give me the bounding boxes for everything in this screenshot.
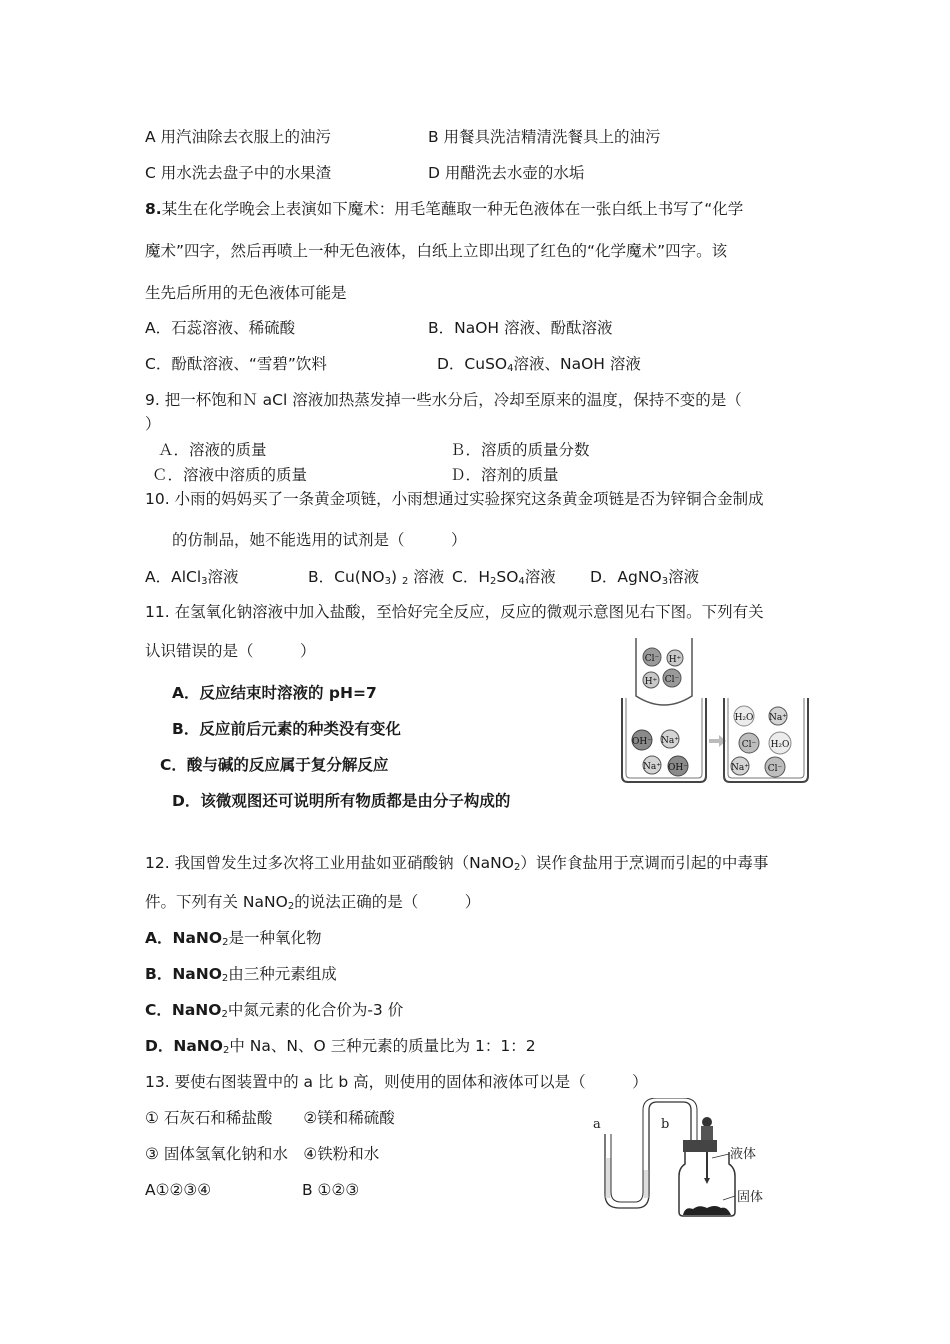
q11-stem-line1: 11. 在氢氧化钠溶液中加入盐酸，至恰好完全反应，反应的微观示意图见右下图。下列有关 xyxy=(145,603,764,621)
dropper-ion-cl-1 xyxy=(643,648,661,666)
dropper-ion-h-1 xyxy=(667,650,683,666)
q13-options-1-2: ① 石灰石和稀盐酸 ②镁和稀硫酸 xyxy=(145,1109,395,1127)
q8-option-c: C．酚酞溶液、“雪碧”饮料 xyxy=(145,355,327,373)
q10-stem-line2: 的仿制品，她不能选用的试剂是（ ） xyxy=(172,531,467,549)
q8-stem-line1: 8.某生在化学晚会上表演如下魔术：用毛笔蘸取一种无色液体在一张白纸上书写了“化学 xyxy=(145,200,744,218)
beaker2-h2o-2 xyxy=(769,732,791,754)
label-solid: 固体 xyxy=(737,1190,764,1205)
q12-stem-line1: 12. 我国曾发生过多次将工业用盐如亚硝酸钠（NaNO$_2$）误作食盐用于烹调而引起的中毒事 xyxy=(145,854,769,873)
q9-stem-line2: ） xyxy=(145,415,161,433)
u-tube-apparatus-diagram xyxy=(585,1098,775,1220)
q12-option-d: D．NaNO$_2$中 Na、N、O 三种元素的质量比为 1：1：2 xyxy=(145,1037,536,1056)
svg-text:Na⁺: Na⁺ xyxy=(643,762,661,772)
q10-option-d: D．AgNO$_3$溶液 xyxy=(590,568,700,587)
q8-stem-line2: 魔术”四字，然后再喷上一种无色液体，白纸上立即出现了红色的“化学魔术”四字。该 xyxy=(145,242,728,260)
beaker2-h2o-1 xyxy=(734,706,754,726)
beaker1-ion-na-1 xyxy=(661,730,679,748)
q13-stem: 13. 要使右图装置中的 a 比 b 高，则使用的固体和液体可以是（ ） xyxy=(145,1073,648,1091)
dropper-ion-h-2 xyxy=(643,672,659,688)
q12-option-c: C．NaNO$_2$中氮元素的化合价为-3 价 xyxy=(145,1001,404,1020)
q12-stem-line2: 件。下列有关 NaNO$_2$的说法正确的是（ ） xyxy=(145,893,481,912)
svg-text:H₂O: H₂O xyxy=(734,713,754,723)
q13-choice-b: B ①②③ xyxy=(302,1181,360,1199)
neutralization-diagram xyxy=(612,636,812,786)
svg-text:Na⁺: Na⁺ xyxy=(769,713,787,723)
q10-stem-line1: 10. 小雨的妈妈买了一条黄金项链，小雨想通过实验探究这条黄金项链是否为锌铜合金制成 xyxy=(145,490,764,508)
q10-option-c: C．$H_2SO_4$溶液 xyxy=(452,568,556,587)
svg-text:OH⁻: OH⁻ xyxy=(632,737,652,747)
svg-text:Cl⁻: Cl⁻ xyxy=(741,740,757,750)
dropper-ion-cl-2 xyxy=(663,669,681,687)
q9-option-a: Ａ．溶液的质量 xyxy=(158,441,267,459)
q13-choice-a: A①②③④ xyxy=(145,1181,212,1199)
q8-option-a: A．石蕊溶液、稀硫酸 xyxy=(145,319,296,337)
q7-option-b: B 用餐具洗洁精清洗餐具上的油污 xyxy=(428,128,661,146)
q10-option-b: B．$Cu(NO_3)$ $_2$ 溶液 xyxy=(308,568,445,587)
q8-option-d: D．CuSO$_4$溶液、NaOH 溶液 xyxy=(437,355,641,374)
q7-option-d: D 用醋洗去水壶的水垢 xyxy=(428,164,585,182)
q11-option-b: B．反应前后元素的种类没有变化 xyxy=(172,720,401,738)
q11-option-c: C．酸与碱的反应属于复分解反应 xyxy=(160,756,389,774)
q9-option-b: Ｂ．溶质的质量分数 xyxy=(450,441,590,459)
svg-text:H⁺: H⁺ xyxy=(668,655,682,665)
q8-option-b: B．NaOH 溶液、酚酞溶液 xyxy=(428,319,613,337)
dropper-outline xyxy=(636,638,692,705)
q10-option-a: A．AlCl$_3$溶液 xyxy=(145,568,239,587)
beaker2-cl-1 xyxy=(739,733,759,753)
q9-option-d: Ｄ．溶剂的质量 xyxy=(450,466,559,484)
q8-stem-line3: 生先后所用的无色液体可能是 xyxy=(145,284,347,302)
svg-text:OH⁻: OH⁻ xyxy=(668,763,688,773)
svg-text:Na⁺: Na⁺ xyxy=(661,736,679,746)
beaker2-cl-2 xyxy=(765,757,785,777)
q11-option-a: A．反应结束时溶液的 pH=7 xyxy=(172,684,377,702)
svg-text:H⁺: H⁺ xyxy=(644,677,658,687)
label-a: a xyxy=(593,1117,601,1132)
svg-text:Cl⁻: Cl⁻ xyxy=(664,675,680,685)
svg-text:Cl⁻: Cl⁻ xyxy=(644,654,660,664)
q9-stem-line1: 9. 把一杯饱和Ｎ aCl 溶液加热蒸发掉一些水分后，冷却至原来的温度，保持不变的是（ xyxy=(145,391,742,409)
q7-option-c: C 用水洗去盘子中的水果渣 xyxy=(145,164,332,182)
beaker2-na-2 xyxy=(731,757,749,775)
beaker2-na-1 xyxy=(769,707,787,725)
q7-option-a: A 用汽油除去衣服上的油污 xyxy=(145,128,332,146)
q12-option-b: B．NaNO$_2$由三种元素组成 xyxy=(145,965,337,984)
q13-options-3-4: ③ 固体氢氧化钠和水 ④铁粉和水 xyxy=(145,1145,380,1163)
svg-text:H₂O: H₂O xyxy=(770,740,790,750)
beaker1-ion-oh-2 xyxy=(668,756,688,776)
q9-option-c: Ｃ．溶液中溶质的质量 xyxy=(152,466,308,484)
q11-stem-line2: 认识错误的是（ ） xyxy=(145,642,316,660)
solid-material xyxy=(683,1206,731,1215)
label-b: b xyxy=(661,1117,670,1132)
label-liquid: 液体 xyxy=(730,1147,757,1162)
q12-option-a: A．NaNO$_2$是一种氧化物 xyxy=(145,929,322,948)
svg-text:Cl⁻: Cl⁻ xyxy=(767,764,783,774)
svg-text:Na⁺: Na⁺ xyxy=(731,763,749,773)
dropper-bulb xyxy=(702,1117,712,1127)
q11-option-d: D．该微观图还可说明所有物质都是由分子构成的 xyxy=(172,792,511,810)
beaker1-ion-oh-1 xyxy=(632,730,652,750)
q8-number: 8. xyxy=(145,200,162,218)
beaker1-ion-na-2 xyxy=(643,756,661,774)
stopper xyxy=(683,1140,717,1152)
